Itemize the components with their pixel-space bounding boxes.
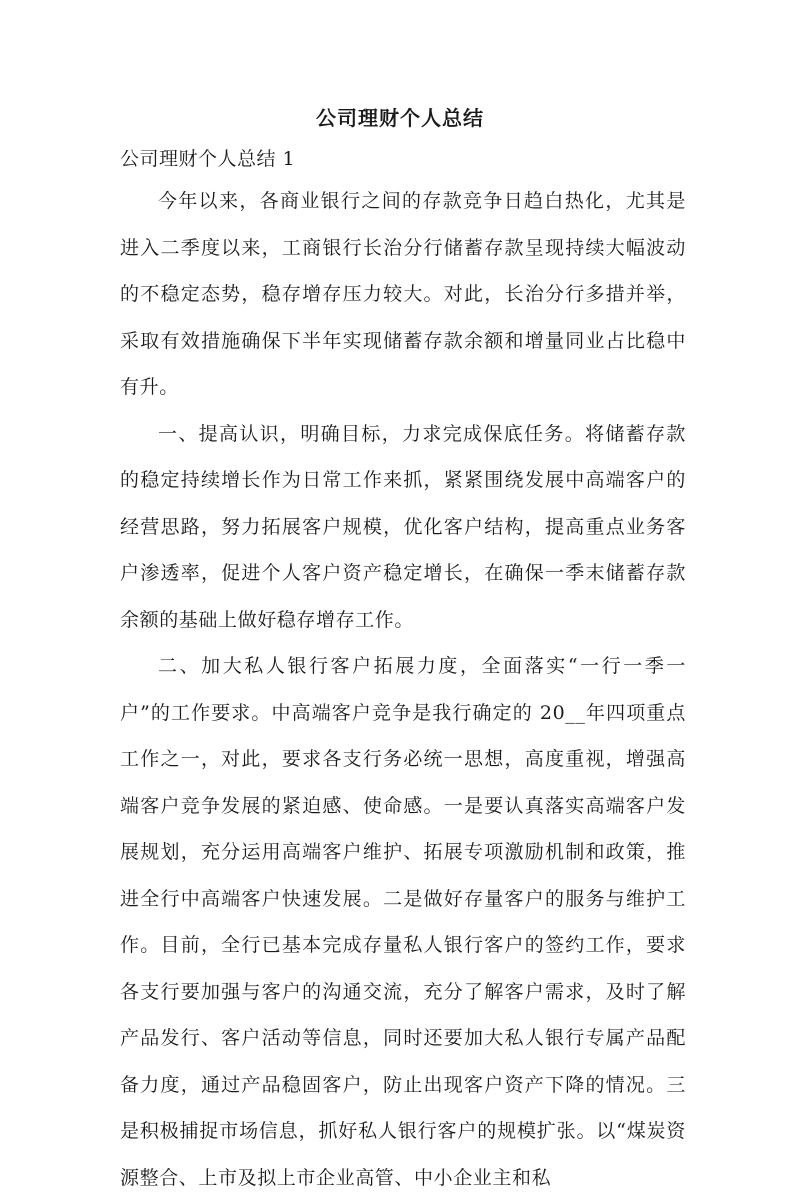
document-title: 公司理财个人总结 — [316, 106, 484, 130]
document-body — [120, 178, 686, 1201]
document-subtitle: 公司理财个人总结 1 — [120, 148, 296, 170]
paragraph-section-two: 二、加大私人银行客户拓展力度，全面落实“一行一季一户”的工作要求。中高端客户竞争是我行确定的 20__年四项重点工作之一，对此，要求各支行务必统一思想，高度重视，增强高端客户竞争发展的紧迫感、使命感。一是要认真落实高端客户发展规划，充分运用高端客户维护、拓展专项激励机制和政策，推进全行中高端客户快速发展。二是做好存量客户的服务与维护工作。目前，全行已基本完成存量私人银行客户的签约工作，要求各支行要加强与客户的沟通交流，充分了解客户需求，及时了解产品发行、客户活动等信息，同时还要加大私人银行专属产品配备力度，通过产品稳固客户，防止出现客户资产下降的情况。三是积极捕捉市场信息，抓好私人银行客户的规模扩张。以“煤炭资源整合、上市及拟上市企业高管、中小企业主和私 — [120, 655, 686, 1189]
paragraph-section-one: 一、提高认识，明确目标，力求完成保底任务。将储蓄存款的稳定持续增长作为日常工作来抓，紧紧围绕发展中高端客户的经营思路，努力拓展客户规模，优化客户结构，提高重点业务客户渗透率，促进个人客户资产稳定增长，在确保一季末储蓄存款余额的基础上做好稳存增存工作。 — [120, 422, 686, 631]
paragraph-intro: 今年以来，各商业银行之间的存款竞争日趋白热化，尤其是进入二季度以来，工商银行长治分行储蓄存款呈现持续大幅波动的不稳定态势，稳存增存压力较大。对此，长治分行多措并举，采取有效措施确保下半年实现储蓄存款余额和增量同业占比稳中有升。 — [120, 190, 686, 398]
